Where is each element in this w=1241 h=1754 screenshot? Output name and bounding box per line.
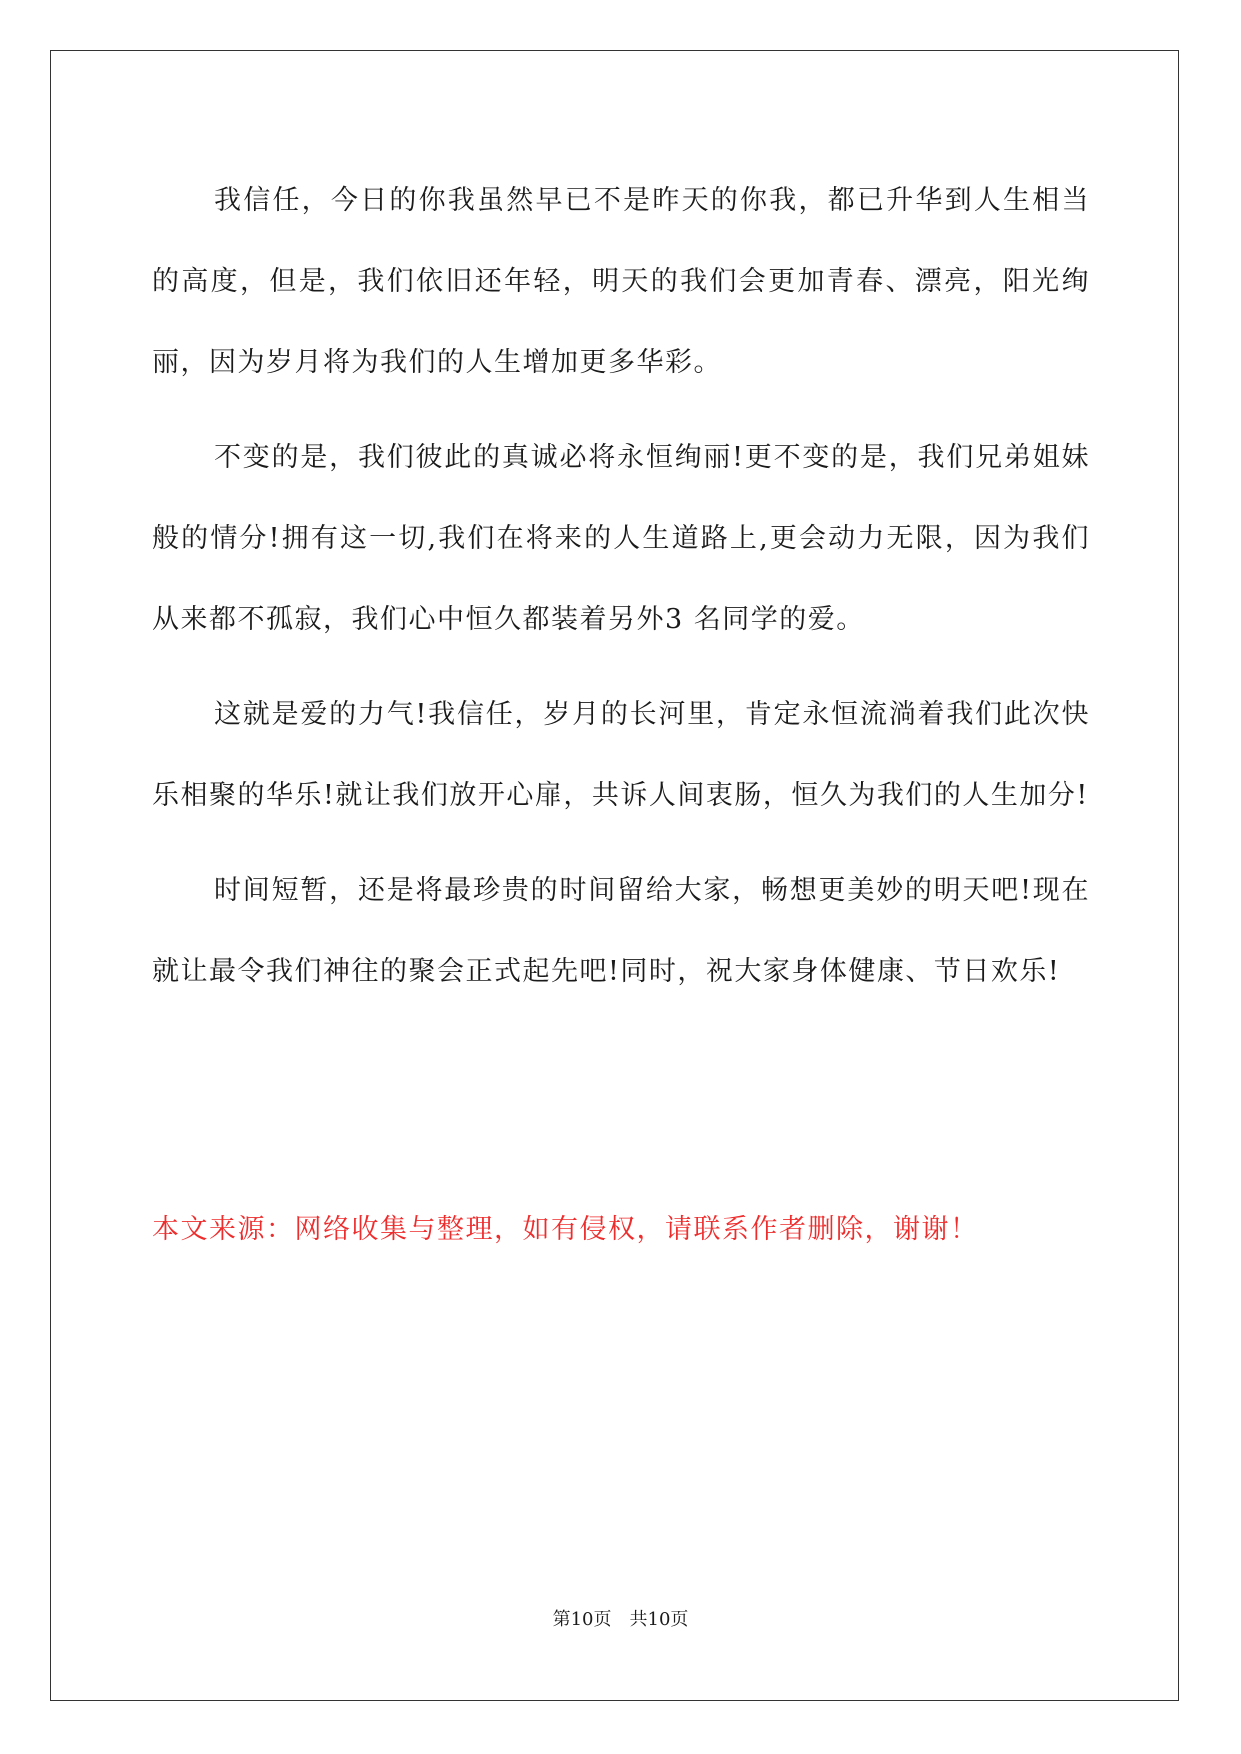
paragraph-1: 我信任，今日的你我虽然早已不是昨天的你我，都已升华到人生相当的高度，但是，我们依旧还年轻，明天的我们会更加青春、漂亮，阳光绚丽，因为岁月将为我们的人生增加更多华彩。 <box>152 185 1090 378</box>
source-disclaimer: 本文来源：网络收集与整理，如有侵权，请联系作者删除，谢谢！ <box>152 1214 979 1245</box>
page-footer <box>0 1608 1241 1632</box>
page-number: 第10页 <box>552 1609 612 1630</box>
paragraph-3: 这就是爱的力气!我信任，岁月的长河里，肯定永恒流淌着我们此次快乐相聚的华乐!就让我们放开心扉，共诉人间衷肠，恒久为我们的人生加分! <box>152 699 1090 811</box>
paragraph-4: 时间短暂，还是将最珍贵的时间留给大家，畅想更美妙的明天吧!现在就让最令我们神往的聚会正式起先吧!同时，祝大家身体健康、节日欢乐! <box>152 875 1090 987</box>
paragraph-2: 不变的是，我们彼此的真诚必将永恒绚丽!更不变的是，我们兄弟姐妹般的情分!拥有这一切,我们在将来的人生道路上,更会动力无限，因为我们从来都不孤寂，我们心中恒久都装着另外3 名同学的爱。 <box>152 442 1090 635</box>
document-body <box>152 160 1090 1026</box>
page-total: 共10页 <box>629 1609 689 1630</box>
